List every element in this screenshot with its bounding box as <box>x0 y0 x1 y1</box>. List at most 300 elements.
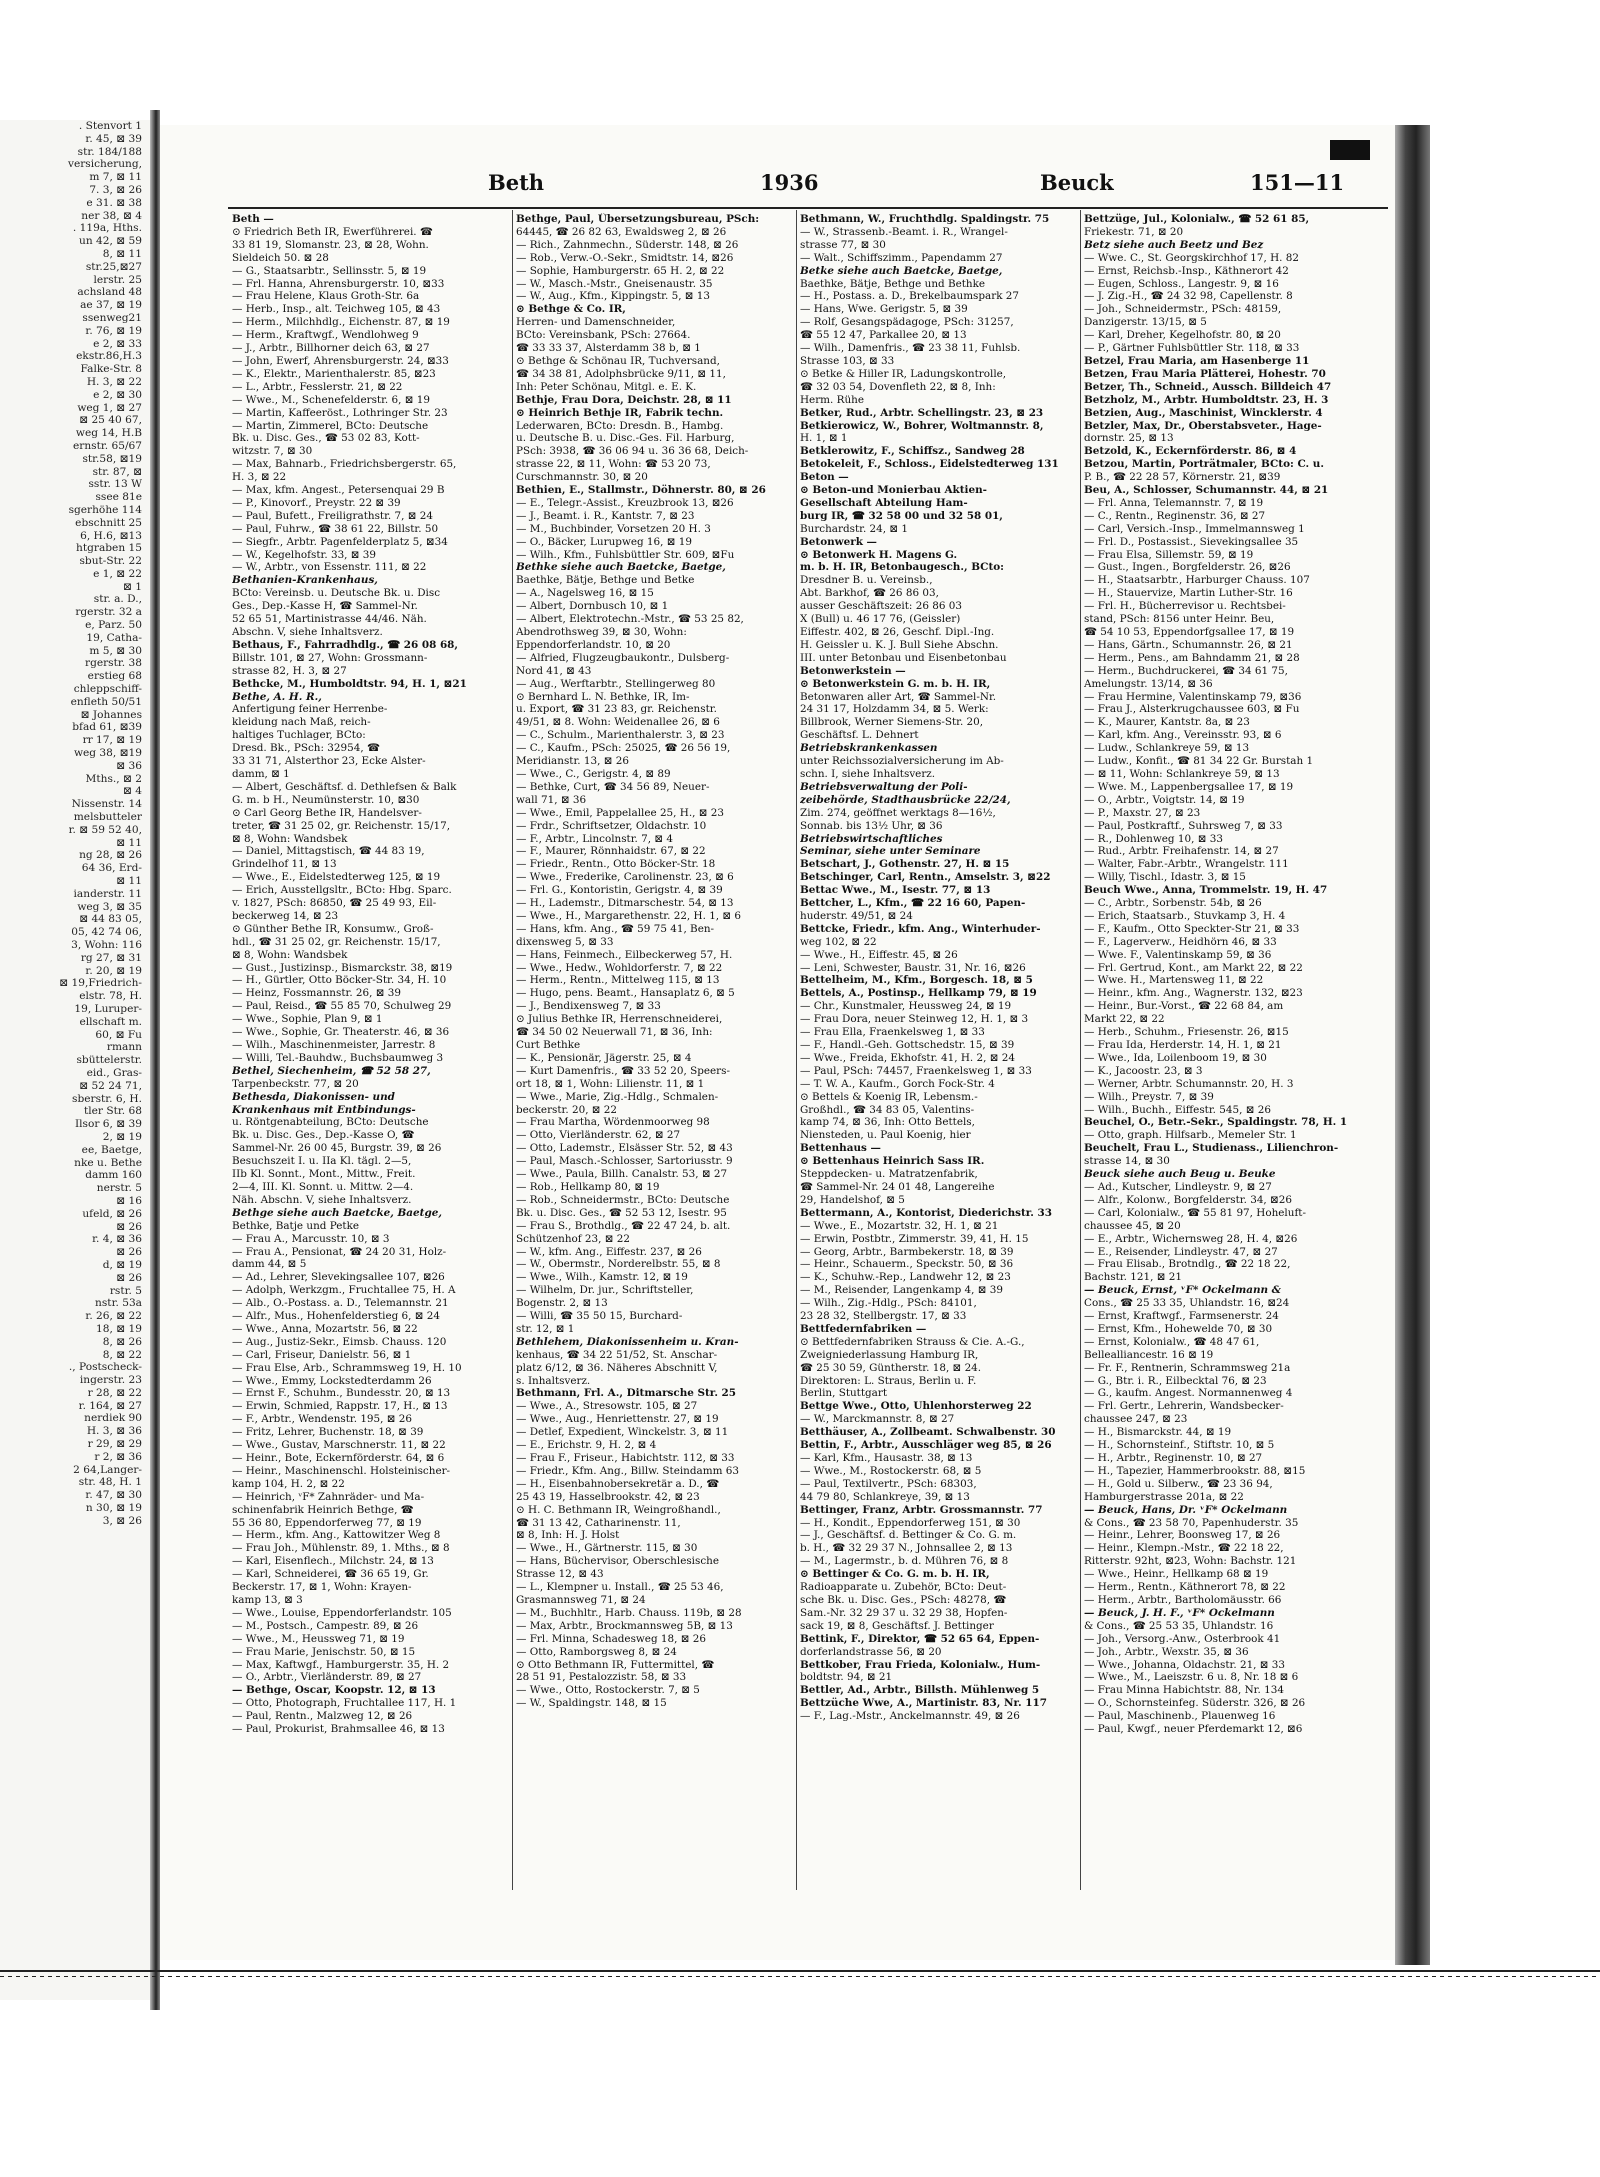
prevpage-line: elstr. 78, H. <box>79 990 142 1003</box>
directory-entry: witzstr. 7, ⊠ 30 <box>232 445 313 458</box>
directory-entry: — Karl, Schneiderei, ☎ 36 65 19, Gr. <box>232 1568 429 1581</box>
prevpage-line: nke u. Bethe <box>74 1156 142 1169</box>
prevpage-line: ⊠ 44 83 05, <box>79 913 142 926</box>
directory-entry: — Karl, Dreher, Kegelhofstr. 80, ⊠ 20 <box>1084 329 1281 342</box>
directory-entry: Beu, A., Schlosser, Schumannstr. 44, ⊠ 21 <box>1084 484 1329 497</box>
directory-entry: — H., Schornsteinf., Stiftstr. 10, ⊠ 5 <box>1084 1439 1275 1452</box>
directory-entry: — Ad., Kutscher, Lindleystr. 9, ⊠ 27 <box>1084 1180 1272 1193</box>
directory-entry: — H., Kondit., Eppendorferweg 151, ⊠ 30 <box>800 1516 1021 1529</box>
prevpage-line: Mths., ⊠ 2 <box>85 772 142 785</box>
prevpage-line: ufeld, ⊠ 26 <box>82 1207 142 1220</box>
directory-entry: Betzler, Max, Dr., Oberstabsveter., Hage- <box>1084 419 1322 432</box>
directory-entry: — Wwe., C., Gerigstr. 4, ⊠ 89 <box>516 767 671 780</box>
directory-entry: — Max, Bahnarb., Friedrichsbergerstr. 65, <box>232 458 457 471</box>
directory-entry: 55 36 80, Eppendorferweg 77, ⊠ 19 <box>232 1516 422 1529</box>
prevpage-line: achsland 48 <box>77 286 142 299</box>
directory-entry: huderstr. 49/51, ⊠ 24 <box>800 909 913 922</box>
prevpage-line: r 29, ⊠ 29 <box>87 1438 142 1451</box>
directory-entry: Betzer, Th., Schneid., Aussch. Billdeich 47 <box>1084 380 1332 393</box>
directory-entry: — H., Postass. a. D., Brekelbaumspark 27 <box>800 290 1020 303</box>
directory-entry: s. Inhaltsverz. <box>516 1374 591 1387</box>
directory-entry: — Wwe., Sophie, Plan 9, ⊠ 1 <box>232 1013 383 1026</box>
directory-entry: Bethje, Frau Dora, Deichstr. 28, ⊠ 11 <box>516 393 732 406</box>
directory-entry: 24 31 17, Holzdamm 34, ⊠ 5. Werk: <box>800 703 989 716</box>
column-2 <box>516 213 794 1888</box>
prevpage-line: str. a. D., <box>93 593 142 606</box>
directory-entry: Bk. u. Disc. Ges., ☎ 53 02 83, Kott- <box>232 432 420 445</box>
prevpage-line: nstr. 53a <box>95 1297 142 1310</box>
directory-entry: — M., Postsch., Campestr. 89, ⊠ 26 <box>232 1619 419 1632</box>
directory-entry: — F., Arbtr., Lincolnstr. 7, ⊠ 4 <box>516 832 674 845</box>
directory-entry: Bettzüge, Jul., Kolonialw., ☎ 52 61 85, <box>1084 213 1310 225</box>
directory-entry: Sam.-Nr. 32 29 37 u. 32 29 38, Hopfen- <box>800 1606 1008 1619</box>
directory-entry: kenhaus, ☎ 34 22 51/52, St. Anschar- <box>516 1348 718 1361</box>
directory-entry: Grasmannsweg 71, ⊠ 24 <box>516 1593 646 1606</box>
directory-entry: — M., Buchbinder, Vorsetzen 20 H. 3 <box>516 522 711 535</box>
prevpage-line: str. 87, ⊠ <box>92 465 142 478</box>
prevpage-line: 3, Wohn: 116 <box>71 939 142 951</box>
directory-entry: Bettink, F., Direktor, ☎ 52 65 64, Eppen- <box>800 1632 1040 1645</box>
directory-entry: platz 6/12, ⊠ 36. Näheres Abschnitt V, <box>516 1361 718 1374</box>
scanner-edge <box>0 1970 1600 2010</box>
directory-entry: Geschäftsf. L. Dehnert <box>800 729 919 742</box>
directory-entry: — Frau S., Brothdlg., ☎ 22 47 24, b. alt. <box>516 1219 731 1232</box>
directory-entry: — Max, kfm. Angest., Petersenquai 29 B <box>232 484 445 497</box>
directory-entry: — Wwe., E., Eidelstedterweg 125, ⊠ 19 <box>232 871 441 884</box>
prevpage-line: e 31. ⊠ 38 <box>86 196 142 209</box>
directory-entry: Betzel, Frau Maria, am Hasenberge 11 <box>1084 354 1310 367</box>
directory-entry: — Karl, Kfm., Hausastr. 38, ⊠ 13 <box>800 1452 973 1464</box>
prevpage-line: 18, ⊠ 19 <box>96 1322 142 1335</box>
directory-entry: — Wwe., M., Laeiszstr. 6 u. 8, Nr. 18 ⊠ 6 <box>1084 1671 1299 1684</box>
directory-entry: Betschart, J., Gothenstr. 27, H. ⊠ 15 <box>800 858 1010 871</box>
directory-entry: — O., Schornsteinfeg. Süderstr. 326, ⊠ 26 <box>1084 1697 1306 1710</box>
directory-entry: — Paul, Kwgf., neuer Pferdemarkt 12, ⊠6 <box>1084 1723 1303 1736</box>
directory-entry: ⊙ H. C. Bethmann IR, Weingroßhandl., <box>516 1503 721 1516</box>
directory-entry: Bettermann, A., Kontorist, Diederichstr. 33 <box>800 1206 1052 1219</box>
directory-entry: — Wwe. M., Lappenbergsallee 17, ⊠ 19 <box>1084 780 1294 793</box>
directory-entry: — Frau Ella, Fraenkelsweg 1, ⊠ 33 <box>800 1026 985 1039</box>
directory-entry: Bettzüche Wwe, A., Martinistr. 83, Nr. 117 <box>800 1697 1047 1710</box>
directory-entry: — Hans, Gärtn., Schumannstr. 26, ⊠ 21 <box>1084 638 1293 651</box>
directory-entry: — Herm., Rentn., Mittelweg 115, ⊠ 13 <box>516 974 720 987</box>
prevpage-line: e 2, ⊠ 30 <box>93 388 142 401</box>
directory-entry: b. H., ☎ 32 29 37 N., Johnsallee 2, ⊠ 13 <box>800 1542 1013 1555</box>
directory-entry: — Adolph, Werkzgm., Fruchtallee 75, H. A <box>232 1284 456 1297</box>
prevpage-line: ., Postscheck- <box>68 1361 142 1374</box>
directory-entry: — W., Strassenb.-Beamt. i. R., Wrangel- <box>800 225 1008 238</box>
header-right-word: Beuck <box>1040 170 1114 195</box>
directory-entry: — Hans, Feinmech., Eilbeckerweg 57, H. <box>516 948 733 961</box>
directory-entry: — H., Arbtr., Reginenstr. 10, ⊠ 27 <box>1084 1452 1263 1464</box>
directory-entry: Bettler, Ad., Arbtr., Billsth. Mühlenweg 5 <box>800 1684 1040 1697</box>
directory-entry: — Otto, Lademstr., Elsässer Str. 52, ⊠ 43 <box>516 1142 733 1155</box>
prevpage-line: 60, ⊠ Fu <box>95 1028 142 1041</box>
prevpage-line: . Stenvort 1 <box>78 120 142 132</box>
directory-entry: Gesellschaft Abteilung Ham- <box>800 496 968 509</box>
directory-entry: — Ad., Lehrer, Slevekingsallee 107, ⊠26 <box>232 1271 445 1284</box>
directory-entry: Bettelheim, M., Kfm., Borgesch. 18, ⊠ 5 <box>800 974 1033 987</box>
directory-entry: Bethke, Batje und Petke <box>232 1219 360 1232</box>
directory-entry: — H., Gold u. Silberw., ☎ 23 36 94, <box>1084 1477 1273 1490</box>
directory-entry: kamp 13, ⊠ 3 <box>232 1593 303 1606</box>
directory-entry: — F., Arbtr., Wendenstr. 195, ⊠ 26 <box>232 1413 412 1426</box>
directory-entry: Bettin, F., Arbtr., Ausschläger weg 85, ⊠ 26 <box>800 1439 1052 1452</box>
directory-entry: Baethke, Bätje, Bethge und Betke <box>516 574 695 587</box>
directory-entry: — Frau A., Pensionat, ☎ 24 20 31, Holz- <box>232 1245 447 1258</box>
directory-entry: — C., Arbtr., Sorbenstr. 54b, ⊠ 26 <box>1084 897 1262 910</box>
prevpage-line: sstr. 13 W <box>88 478 142 491</box>
prevpage-line: ⊠ 11 <box>116 836 142 849</box>
directory-entry: — Paul, Textilvertr., PSch: 68303, <box>800 1477 977 1490</box>
directory-entry: Steppdecken- u. Matratzenfabrik, <box>800 1168 978 1181</box>
directory-entry: Besuchszeit I. u. IIa Kl. tägl. 2—5, <box>232 1155 412 1168</box>
directory-entry: — O., Arbtr., Vierländerstr. 89, ⊠ 27 <box>232 1671 422 1684</box>
directory-entry: Zim. 274, geöffnet werktags 8—16½, <box>800 806 996 819</box>
directory-entry: — Beuck, J. H. F., ᵛF* Ockelmann <box>1084 1606 1275 1619</box>
directory-entry: Bachstr. 121, ⊠ 21 <box>1084 1271 1182 1284</box>
directory-entry: Grindelhof 11, ⊠ 13 <box>232 858 337 871</box>
directory-entry: — Alfr., Mus., Hohenfelderstieg 6, ⊠ 24 <box>232 1310 440 1323</box>
directory-entry: Bellealliancestr. 16 ⊠ 19 <box>1084 1348 1214 1361</box>
directory-entry: Hamburgerstrasse 201a, ⊠ 22 <box>1084 1490 1244 1503</box>
prevpage-line: r 28, ⊠ 22 <box>87 1386 142 1399</box>
directory-entry: Bettge Wwe., Otto, Uhlenhorsterweg 22 <box>800 1400 1032 1413</box>
prevpage-line: eid., Gras- <box>86 1066 142 1079</box>
prevpage-line: ekstr.86,H.3 <box>76 350 142 363</box>
prevpage-line: m 5, ⊠ 30 <box>89 644 142 657</box>
directory-entry: Betokeleit, F., Schloss., Eidelstedterweg 131 <box>800 458 1059 471</box>
directory-entry: — Wwe., M., Schenefelderstr. 6, ⊠ 19 <box>232 393 430 406</box>
directory-entry: — Wwe., Hedw., Wohldorferstr. 7, ⊠ 22 <box>516 961 723 974</box>
directory-entry: — Aug., Werftarbtr., Stellingerweg 80 <box>516 677 716 690</box>
directory-entry: PSch: 3938, ☎ 36 06 94 u. 36 36 68, Deich- <box>516 445 749 458</box>
directory-entry: — K., Schuhw.-Rep., Landwehr 12, ⊠ 23 <box>800 1271 1011 1284</box>
directory-entry: ⊙ Bettfedernfabriken Strauss & Cie. A.-G., <box>800 1335 1025 1348</box>
directory-entry: — Heinr., Maschinenschl. Holsteinischer- <box>232 1464 451 1477</box>
directory-entry: Bethanien-Krankenhaus, <box>232 574 378 587</box>
prevpage-line: ⊠ Johannes <box>80 708 142 721</box>
prevpage-line: rg 27, ⊠ 31 <box>80 951 142 964</box>
directory-entry: — Wwe., Sophie, Gr. Theaterstr. 46, ⊠ 36 <box>232 1026 450 1039</box>
directory-entry: chaussee 247, ⊠ 23 <box>1084 1413 1188 1426</box>
directory-entry: — Chr., Kunstmaler, Heussweg 24, ⊠ 19 <box>800 1000 1012 1013</box>
directory-entry: — G., Btr. i. R., Eilbecktal 76, ⊠ 23 <box>1084 1374 1267 1387</box>
directory-entry: — W., Arbtr., von Essenstr. 111, ⊠ 22 <box>232 561 427 574</box>
directory-entry: stand, PSch: 8156 unter Heinr. Beu, <box>1084 613 1275 626</box>
prevpage-line: ee, Baetge, <box>81 1143 142 1156</box>
directory-entry: ausser Geschäftszeit: 26 86 03 <box>800 600 963 613</box>
directory-entry: — Herm., Rentn., Käthnerort 78, ⊠ 22 <box>1084 1581 1286 1594</box>
directory-entry: — Wwe., Marie, Zig.-Hdlg., Schmalen- <box>516 1090 719 1103</box>
directory-entry: — Rob., Hellkamp 80, ⊠ 19 <box>516 1180 660 1193</box>
directory-entry: 52 65 51, Martinistrasse 44/46. Näh. <box>232 613 427 626</box>
directory-entry: Betonwerkstein — <box>800 664 906 677</box>
directory-entry: Betriebskrankenkassen <box>800 742 938 755</box>
directory-entry: damm 44, ⊠ 5 <box>232 1258 307 1271</box>
directory-entry: — Wwe., Louise, Eppendorferlandstr. 105 <box>232 1606 452 1619</box>
directory-entry: — Heinz, Fossmannstr. 26, ⊠ 39 <box>232 987 401 1000</box>
directory-entry: — Wwe., Emil, Pappelallee 25, H., ⊠ 23 <box>516 806 724 819</box>
directory-entry: Strasse 12, ⊠ 43 <box>516 1568 604 1581</box>
directory-entry: zeibehörde, Stadthausbrücke 22/24, <box>800 793 1011 806</box>
directory-entry: — W., Spaldingstr. 148, ⊠ 15 <box>516 1697 667 1710</box>
directory-entry: Amelungstr. 13/14, ⊠ 36 <box>1084 677 1213 690</box>
directory-entry: — Hans, Büchervisor, Oberschlesische <box>516 1555 719 1568</box>
directory-entry: — Willi, ☎ 35 50 15, Burchard- <box>516 1310 683 1323</box>
directory-entry: — Herb., Schuhm., Friesenstr. 26, ⊠15 <box>1084 1026 1289 1039</box>
directory-entry: Betzien, Aug., Maschinist, Wincklerstr. 4 <box>1084 406 1323 419</box>
directory-entry: — Ludw., Konfit., ☎ 81 34 22 Gr. Burstah 1 <box>1084 755 1314 768</box>
directory-entry: — Eugen, Schloss., Langestr. 9, ⊠ 16 <box>1084 277 1279 290</box>
directory-entry: — Wwe., Wilh., Kamstr. 12, ⊠ 19 <box>516 1271 688 1284</box>
directory-entry: — Walt., Schiffszimm., Papendamm 27 <box>800 251 1003 264</box>
directory-entry: ⊙ Julius Bethke IR, Herrenschneiderei, <box>516 1013 723 1026</box>
directory-entry: Sonnab. bis 13½ Uhr, ⊠ 36 <box>800 819 943 832</box>
directory-entry: damm, ⊠ 1 <box>232 767 290 780</box>
directory-entry: III. unter Betonbau und Eisenbetonbau <box>800 651 1007 664</box>
directory-entry: — C., Kaufm., PSch: 25025, ☎ 26 56 19, <box>516 742 731 755</box>
directory-entry: ☎ 31 13 42, Catharinenstr. 11, <box>516 1516 681 1529</box>
prevpage-line: ⊠ 52 24 71, <box>79 1079 142 1092</box>
directory-entry: — Heinr., kfm. Ang., Wagnerstr. 132, ⊠23 <box>1084 987 1303 1000</box>
prevpage-line: ⊠ 26 <box>116 1220 142 1233</box>
directory-entry: — Frl. Gertrud, Kont., am Markt 22, ⊠ 22 <box>1084 961 1303 974</box>
directory-entry: — Otto, Vierländerstr. 62, ⊠ 27 <box>516 1129 681 1142</box>
prevpage-line: erstieg 68 <box>87 670 142 683</box>
directory-entry: ⊙ Betonwerk H. Magens G. <box>800 548 958 561</box>
directory-entry: Tarpenbeckstr. 77, ⊠ 20 <box>232 1077 359 1090</box>
prevpage-line: rmann <box>106 1041 142 1054</box>
directory-entry: — Herm., kfm. Ang., Kattowitzer Weg 8 <box>232 1529 441 1542</box>
scanner-line <box>0 1970 1600 1972</box>
prevpage-line: ⊠ 25 40 67, <box>79 414 142 427</box>
directory-entry: Beuchel, O., Betr.-Sekr., Spaldingstr. 78, H. 1 <box>1084 1116 1348 1129</box>
directory-entry: — M., Lagermstr., b. d. Mühren 76, ⊠ 8 <box>800 1555 1009 1568</box>
column-3 <box>800 213 1078 1888</box>
directory-entry: — H., Stauervize, Martin Luther-Str. 16 <box>1084 587 1293 600</box>
directory-entry: kleidung nach Maß, reich- <box>232 716 371 729</box>
directory-entry: Dresd. Bk., PSch: 32954, ☎ <box>232 742 380 755</box>
directory-entry: — Herm., Kraftwgf., Wendlohweg 9 <box>232 329 419 342</box>
directory-entry: — Frau Else, Arb., Schrammsweg 19, H. 10 <box>232 1361 462 1374</box>
directory-entry: — Frau Helene, Klaus Groth-Str. 6a <box>232 290 420 303</box>
directory-entry: — Wwe., H., Eiffestr. 45, ⊠ 26 <box>800 948 958 961</box>
directory-entry: — Rich., Zahnmechn., Süderstr. 148, ⊠ 26 <box>516 238 739 251</box>
directory-entry: beckerweg 14, ⊠ 23 <box>232 909 339 922</box>
directory-entry: — Max, Arbtr., Brockmannsweg 5B, ⊠ 13 <box>516 1619 733 1632</box>
directory-entry: ⊙ Günther Bethe IR, Konsumw., Groß- <box>232 922 434 935</box>
prevpage-line: 64 36, Erd- <box>81 862 142 875</box>
directory-entry: Betklerowitz, F., Schiffsz., Sandweg 28 <box>800 445 1025 458</box>
directory-entry: — Wwe. F., Valentinskamp 59, ⊠ 36 <box>1084 948 1272 961</box>
directory-entry: — O., Bäcker, Lurupweg 16, ⊠ 19 <box>516 535 692 548</box>
directory-entry: — Frau A., Marcusstr. 10, ⊠ 3 <box>232 1232 390 1245</box>
directory-entry: — F., Lagerverw., Heidhörn 46, ⊠ 33 <box>1084 935 1277 948</box>
directory-entry: — H., Gürtler, Otto Böcker-Str. 34, H. 10 <box>232 974 447 987</box>
directory-entry: — L., Arbtr., Fesslerstr. 21, ⊠ 22 <box>232 380 403 393</box>
prevpage-line: sberstr. 6, H. <box>72 1092 142 1105</box>
directory-entry: — Herm., Arbtr., Bartholomäusstr. 66 <box>1084 1593 1282 1606</box>
prevpage-line: Ilsor 6, ⊠ 39 <box>74 1118 142 1131</box>
directory-entry: — Otto, Photograph, Fruchtallee 117, H. 1 <box>232 1697 457 1710</box>
prevpage-line: tler Str. 68 <box>84 1105 142 1118</box>
directory-entry: — Frl. Minna, Schadesweg 18, ⊠ 26 <box>516 1632 706 1645</box>
directory-entry: — G., Staatsarbtr., Sellinsstr. 5, ⊠ 19 <box>232 264 427 277</box>
directory-entry: — Frl. Gertr., Lehrerin, Wandsbecker- <box>1084 1400 1284 1413</box>
directory-entry: strasse 82, H. 3, ⊠ 27 <box>232 664 347 677</box>
directory-entry: — Paul, Rentn., Malzweg 12, ⊠ 26 <box>232 1710 413 1723</box>
directory-entry: ☎ 25 30 59, Güntherstr. 18, ⊠ 24. <box>800 1361 982 1374</box>
directory-entry: Berlin, Stuttgart <box>800 1387 888 1400</box>
directory-entry: — Paul, PSch: 74457, Fraenkelsweg 1, ⊠ 33 <box>800 1064 1032 1077</box>
directory-entry: — Fritz, Lehrer, Buchenstr. 18, ⊠ 39 <box>232 1426 424 1439</box>
directory-entry: — Herm., Milchhdlg., Eichenstr. 87, ⊠ 19 <box>232 316 450 329</box>
directory-entry: burg IR, ☎ 32 58 00 und 32 58 01, <box>800 509 1003 522</box>
directory-entry: — Wwe., M., Heussweg 71, ⊠ 19 <box>232 1632 405 1645</box>
directory-entry: H. Geissler u. K. J. Bull Siehe Abschn. <box>800 638 999 651</box>
directory-entry: treter, ☎ 31 25 02, gr. Reichenstr. 15/17, <box>232 819 451 832</box>
directory-entry: — Daniel, Mittagstisch, ☎ 44 83 19, <box>232 845 425 858</box>
directory-entry: ⊙ Betonwerkstein G. m. b. H. IR, <box>800 677 991 690</box>
directory-entry: — A., Nagelsweg 16, ⊠ 15 <box>516 587 654 600</box>
directory-entry: — Beuck, Ernst, ᵛF* Ockelmann & <box>1084 1284 1282 1297</box>
prevpage-line: r. 45, ⊠ 39 <box>85 132 142 145</box>
header-year: 1936 <box>760 170 819 195</box>
directory-entry: strasse 14, ⊠ 30 <box>1084 1155 1170 1168</box>
directory-entry: — Gust., Justizinsp., Bismarckstr. 38, ⊠19 <box>232 961 453 974</box>
directory-entry: schinenfabrik Heinrich Bethge, ☎ <box>232 1503 414 1516</box>
directory-entry: — Ernst, Kraftwgf., Farmsenerstr. 24 <box>1084 1310 1279 1323</box>
prevpage-line: sgerhöhe 114 <box>68 503 142 516</box>
directory-entry: — Wwe., Paula, Billh. Canalstr. 53, ⊠ 27 <box>516 1168 728 1181</box>
directory-entry: — Alb., O.-Postass. a. D., Telemannstr. 21 <box>232 1297 449 1310</box>
directory-entry: — John, Ewerf, Ahrensburgerstr. 24, ⊠33 <box>232 354 449 367</box>
directory-entry: Eiffestr. 402, ⊠ 26, Geschf. Dipl.-Ing. <box>800 626 995 638</box>
directory-entry: — Albert, Geschäftsf. d. Dethlefsen & Balk <box>232 780 457 793</box>
directory-entry: Meridianstr. 13, ⊠ 26 <box>516 755 629 768</box>
directory-entry: — Frau Elsa, Sillemstr. 59, ⊠ 19 <box>1084 548 1254 561</box>
directory-entry: strasse 77, ⊠ 30 <box>800 238 886 251</box>
directory-entry: Eppendorferlandstr. 10, ⊠ 20 <box>516 638 671 651</box>
directory-entry: — Wwe., H., Margarethenstr. 22, H. 1, ⊠ 6 <box>516 909 742 922</box>
directory-entry: Dresdner B. u. Vereinsb., <box>800 574 933 587</box>
prevpage-line: r. 26, ⊠ 22 <box>85 1310 142 1323</box>
directory-entry: — Frau Joh., Mühlenstr. 89, 1. Mths., ⊠ 8 <box>232 1542 450 1555</box>
directory-entry: — P., Kinovorf., Preystr. 22 ⊠ 39 <box>232 496 401 509</box>
directory-entry: Krankenhaus mit Entbindungs- <box>232 1103 416 1116</box>
prevpage-line: sbut-Str. 22 <box>79 555 142 568</box>
directory-entry: — Karl, Eisenflech., Milchstr. 24, ⊠ 13 <box>232 1555 434 1568</box>
directory-entry: — H., Tapezier, Hammerbrookstr. 88, ⊠15 <box>1084 1464 1306 1477</box>
directory-entry: Radioapparate u. Zubehör, BCto: Deut- <box>800 1581 1007 1594</box>
prevpage-line: ellschaft m. <box>79 1015 142 1028</box>
prevpage-line: r. 4, ⊠ 36 <box>92 1233 142 1246</box>
directory-entry: — Ernst, Kolonialw., ☎ 48 47 61, <box>1084 1335 1260 1348</box>
prevpage-line: nerdiek 90 <box>84 1412 142 1425</box>
prevpage-line: r 2, ⊠ 36 <box>94 1450 142 1463</box>
directory-entry: strasse 22, ⊠ 11, Wohn: ☎ 53 20 73, <box>516 458 711 471</box>
directory-entry: — Frau Marie, Jenischstr. 50, ⊠ 15 <box>232 1645 416 1658</box>
directory-entry: — H., Eisenbahnobersekretär a. D., ☎ <box>516 1477 720 1490</box>
directory-entry: dixensweg 5, ⊠ 33 <box>516 935 614 948</box>
prevpage-line: e 1, ⊠ 22 <box>93 567 142 580</box>
directory-entry: Bethaus, F., Fahrradhdlg., ☎ 26 08 68, <box>232 638 459 651</box>
directory-entry: — Paul, Prokurist, Brahmsallee 46, ⊠ 13 <box>232 1723 445 1736</box>
directory-entry: schn. I, siehe Inhaltsverz. <box>800 767 936 780</box>
directory-entry: Bettcke, Friedr., kfm. Ang., Winterhuder- <box>800 922 1041 935</box>
prevpage-line: weg 1, ⊠ 27 <box>77 401 142 414</box>
directory-entry: — Erich, Staatsarb., Stuvkamp 3, H. 4 <box>1084 909 1286 922</box>
column-4 <box>1084 213 1362 1888</box>
directory-entry: 28 51 91, Pestalozzistr. 58, ⊠ 33 <box>516 1671 687 1684</box>
directory-entry: Betzen, Frau Maria Plätterei, Hohestr. 70 <box>1084 367 1326 380</box>
directory-entry: Betzold, K., Eckernförderstr. 86, ⊠ 4 <box>1084 445 1297 458</box>
directory-entry: X (Bull) u. 46 17 76, (Geissler) <box>800 613 961 626</box>
directory-entry: — Wilhelm, Dr. jur., Schriftsteller, <box>516 1284 694 1297</box>
prevpage-line: enfleth 50/51 <box>70 695 142 708</box>
prevpage-line: ebschnitt 25 <box>75 516 142 529</box>
directory-entry: Zweigniederlassung Hamburg IR, <box>800 1348 979 1361</box>
directory-entry: — Detlef, Expedient, Winckelstr. 3, ⊠ 11 <box>516 1426 729 1439</box>
directory-entry: — Wwe., H., Gärtnerstr. 115, ⊠ 30 <box>516 1542 698 1555</box>
directory-entry: — T. W. A., Kaufm., Gorch Fock-Str. 4 <box>800 1077 995 1090</box>
directory-entry: Herm. Rühe <box>800 393 864 406</box>
directory-entry: — Wwe., Johanna, Oldachstr. 21, ⊠ 33 <box>1084 1658 1286 1671</box>
directory-entry: Betzholz, M., Arbtr. Humboldtstr. 23, H. 3 <box>1084 393 1329 406</box>
directory-entry: — W., Marckmannstr. 8, ⊠ 27 <box>800 1413 955 1426</box>
directory-entry: — Wwe., Aug., Henriettenstr. 27, ⊠ 19 <box>516 1413 719 1426</box>
prevpage-line: rr 17, ⊠ 19 <box>82 734 142 747</box>
directory-entry: — W., Masch.-Mstr., Gneisenaustr. 35 <box>516 277 713 290</box>
directory-entry: Direktoren: L. Straus, Berlin u. F. <box>800 1374 977 1387</box>
directory-entry: Beton — <box>800 471 849 484</box>
prevpage-line: weg 38, ⊠19 <box>73 747 142 760</box>
prevpage-line: ner 38, ⊠ 4 <box>81 209 142 222</box>
directory-entry: ⊙ Bettenhaus Heinrich Sass IR. <box>800 1155 985 1168</box>
directory-entry: ☎ 55 12 47, Parkallee 20, ⊠ 13 <box>800 329 967 342</box>
directory-entry: Sieldeich 50. ⊠ 28 <box>232 251 329 264</box>
directory-entry: Bethmann, W., Fruchthdlg. Spaldingstr. 75 <box>800 213 1050 225</box>
directory-entry: — Werner, Arbtr. Schumannstr. 20, H. 3 <box>1084 1077 1294 1090</box>
directory-entry: Bethge, Paul, Übersetzungsbureau, PSch: <box>516 213 760 225</box>
directory-entry: H. 3, ⊠ 22 <box>232 471 287 484</box>
prevpage-line: ⊠ 36 <box>116 759 142 772</box>
directory-entry: — Georg, Arbtr., Barmbekerstr. 18, ⊠ 39 <box>800 1245 1014 1258</box>
prevpage-line: ⊠ 11 <box>116 875 142 888</box>
directory-entry: ☎ Sammel-Nr. 24 01 48, Langereihe <box>800 1180 995 1193</box>
directory-entry: — Willi, Tel.-Bauhdw., Buchsbaumweg 3 <box>232 1051 444 1064</box>
directory-entry: Bethesda, Diakonissen- und <box>232 1090 395 1103</box>
directory-entry: kamp 104, H. 2, ⊠ 22 <box>232 1477 345 1490</box>
directory-entry: Curt Bethke <box>516 1039 581 1051</box>
directory-entry: — Ernst, Kfm., Hohewelde 70, ⊠ 30 <box>1084 1322 1273 1335</box>
directory-entry: ⊙ Beton-und Monierbau Aktien- <box>800 484 987 497</box>
directory-entry: Betonwaren aller Art, ☎ Sammel-Nr. <box>800 690 997 703</box>
directory-entry: — Paul, Postkraftf., Suhrsweg 7, ⊠ 33 <box>1084 819 1283 832</box>
directory-entry: — Heinr., Bur.-Vorst., ☎ 22 68 84, am <box>1084 1000 1284 1013</box>
prevpage-line: melsbutteler <box>73 811 142 824</box>
directory-entry: haltiges Tuchlager, BCto: <box>232 729 366 742</box>
prevpage-line: ssenweg21 <box>82 311 142 324</box>
directory-entry: Großhdl., ☎ 34 83 05, Valentins- <box>800 1103 975 1116</box>
prevpage-line: nerstr. 5 <box>96 1182 142 1195</box>
directory-entry: — H., Staatsarbtr., Harburger Chauss. 107 <box>1084 574 1310 587</box>
directory-entry: — Frau J., Alsterkrugchaussee 603, ⊠ Fu <box>1084 703 1300 716</box>
prevpage-line: 8, ⊠ 22 <box>102 1348 142 1361</box>
directory-entry: 49/51, ⊠ 8. Wohn: Weidenallee 26, ⊠ 6 <box>516 716 720 729</box>
directory-entry: ⊙ Betke & Hiller IR, Ladungskontrolle, <box>800 367 1007 380</box>
